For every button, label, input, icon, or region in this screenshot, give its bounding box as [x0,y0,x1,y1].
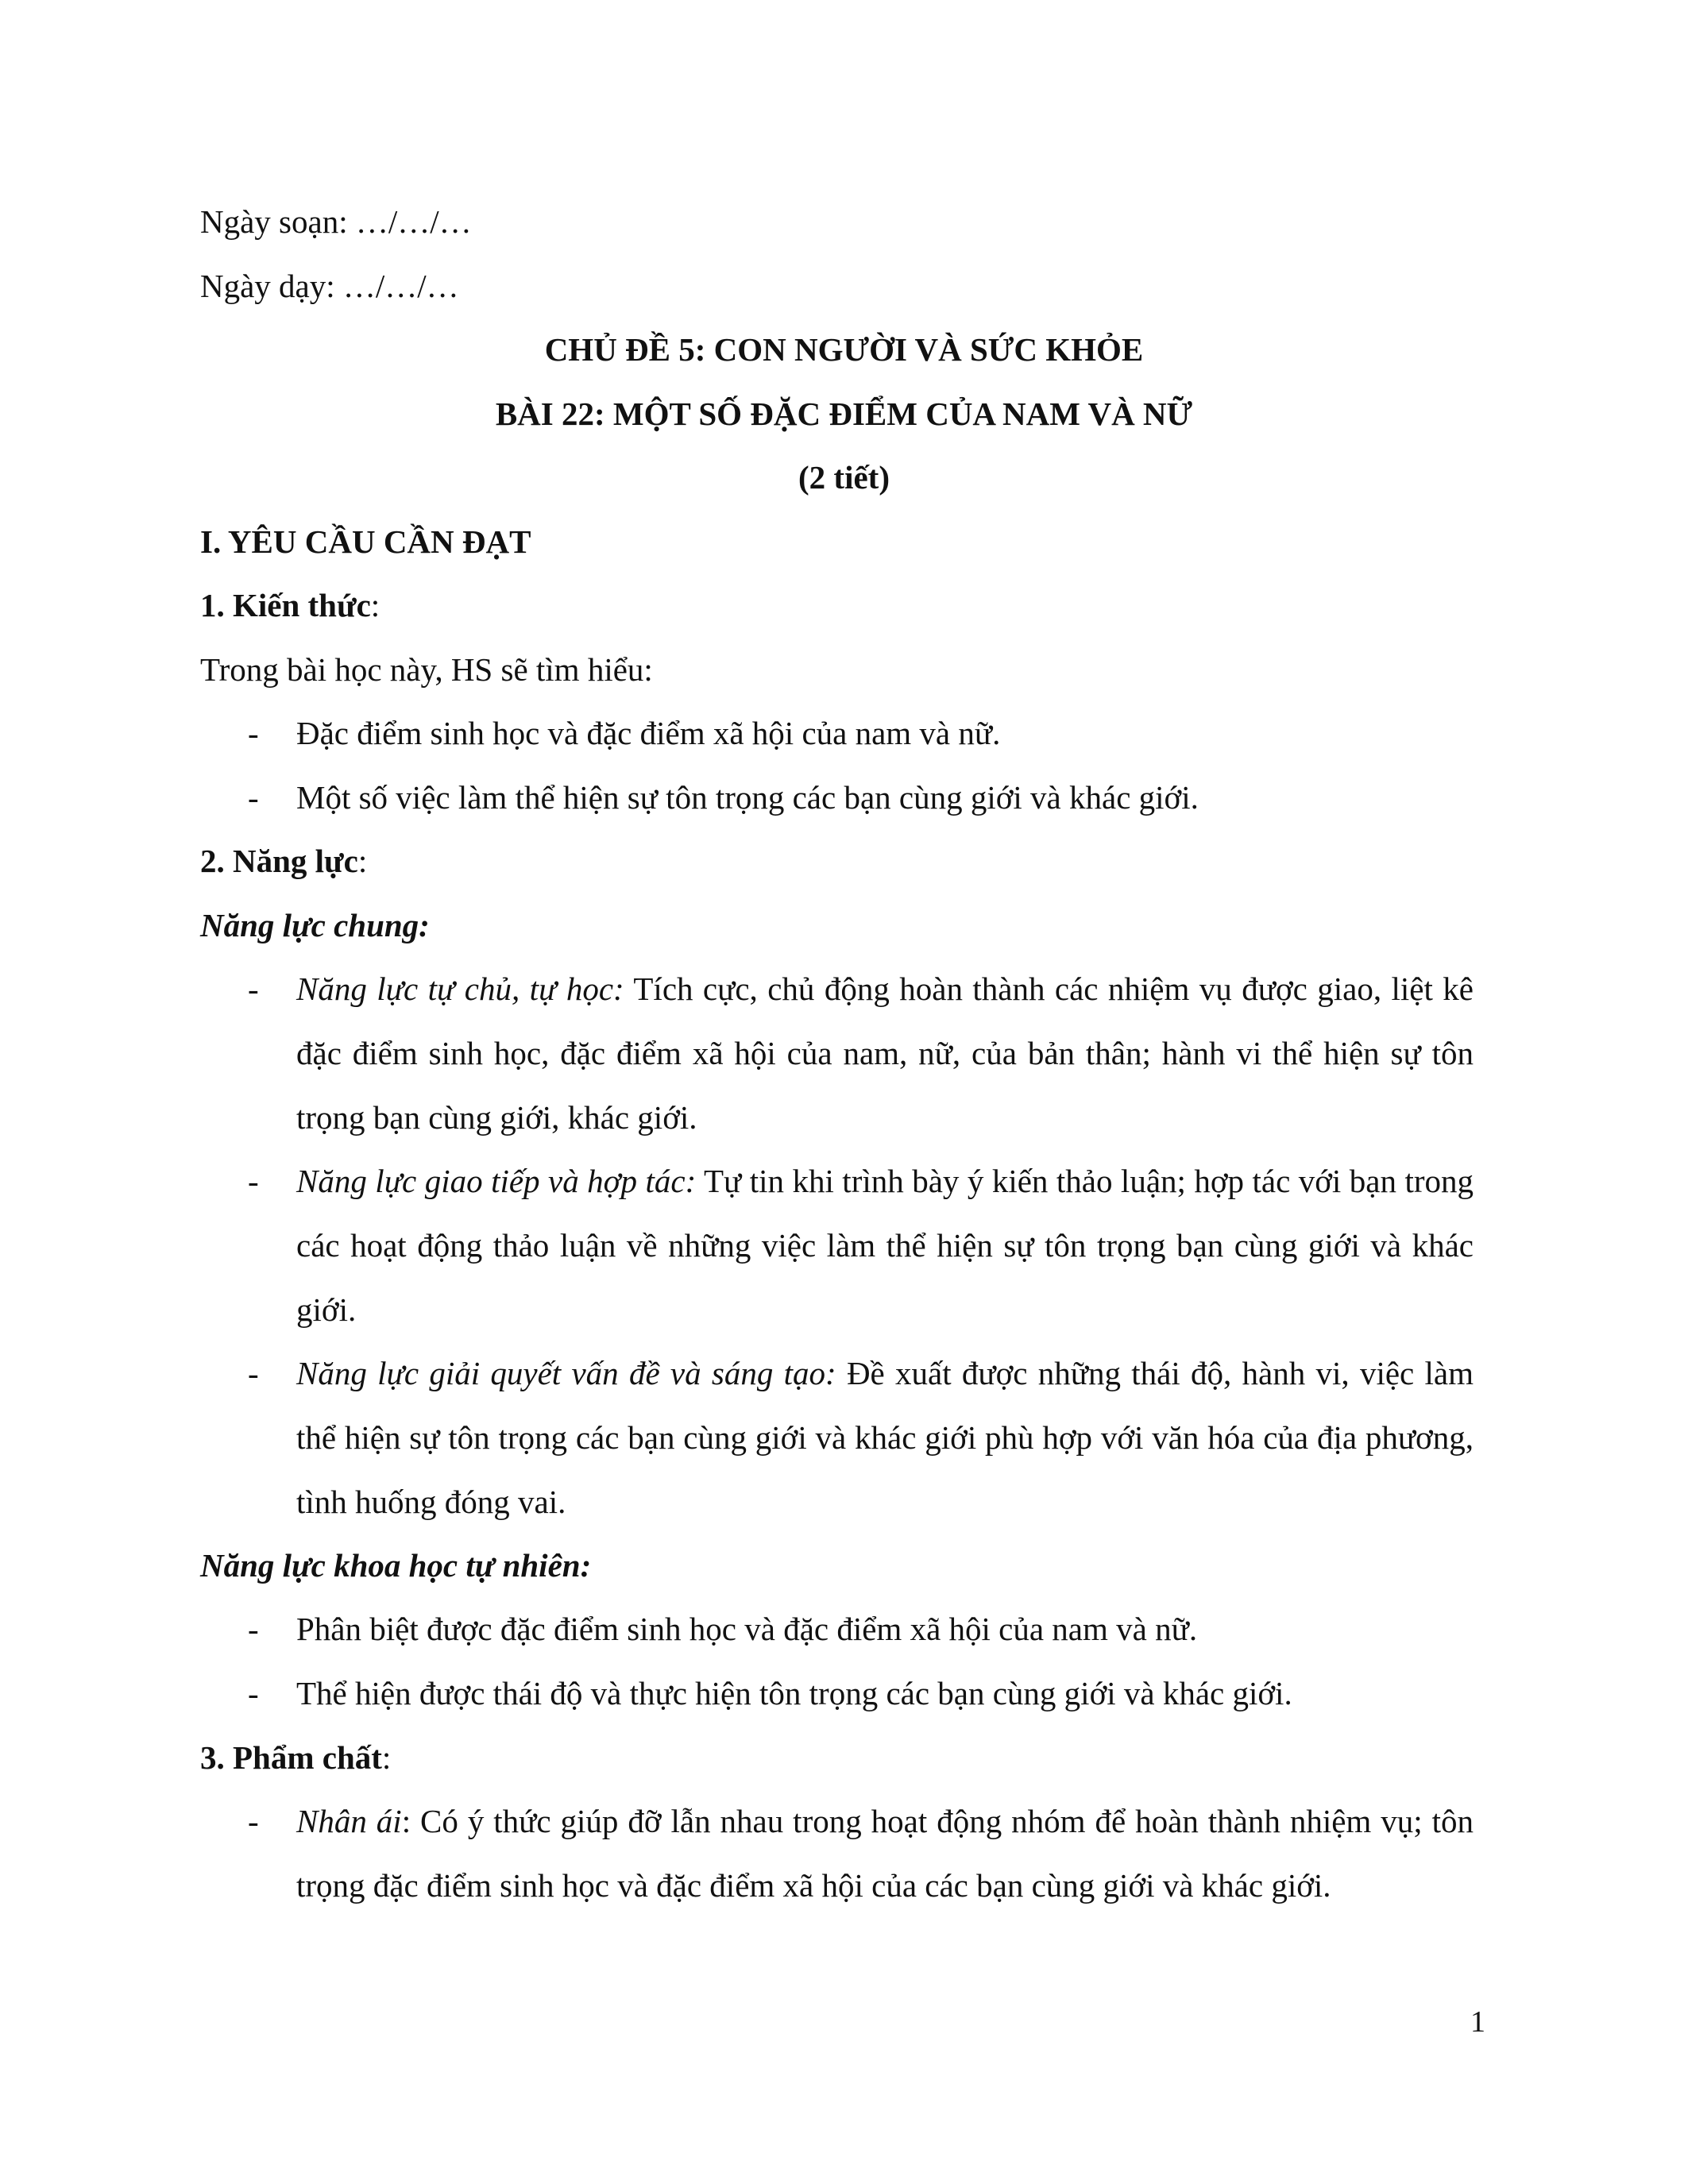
item-text: Đề xuất được những thái độ, hành vi, việc làm thể hiện sự tôn trọng các bạn cùng giới và khác giới phù hợp với văn hóa của địa phương, tình huống đóng vai. [296,1355,1474,1520]
bullet-dash: - [248,1163,259,1199]
item-text: : Có ý thức giúp đỡ lẫn nhau trong hoạt động nhóm để hoàn thành nhiệm vụ; tôn trọng đặc điểm sinh học và đặc điểm xã hội của các bạn cùng giới và khác giới. [296,1803,1474,1904]
item-lead: Năng lực giao tiếp và hợp tác: [296,1163,697,1199]
list-item: Đặc điểm sinh học và đặc điểm xã hội của nam và nữ. [296,715,1001,751]
page-number: 1 [1470,2005,1485,2039]
item-lead: Năng lực giải quyết vấn đề và sáng tạo: [296,1355,836,1391]
nang-luc-chung-heading: Năng lực chung: [200,907,430,943]
subsection-nang-luc [200,842,367,880]
list-item: Một số việc làm thể hiện sự tôn trọng các bạn cùng giới và khác giới. [296,779,1199,816]
ngay-soan: Ngày soạn: …/…/… [200,203,472,240]
subsection-label: 3. Phẩm chất [200,1739,382,1776]
list-item [296,1789,1474,1918]
bullet-dash: - [248,1675,259,1711]
bullet-dash: - [248,1803,259,1839]
item-lead: Nhân ái [296,1803,402,1839]
subsection-label: 1. Kiến thức [200,587,371,623]
list-item [296,957,1474,1150]
lesson-periods: (2 tiết) [798,459,890,496]
list-item: Thể hiện được thái độ và thực hiện tôn trọng các bạn cùng giới và khác giới. [296,1675,1292,1711]
subsection-colon: : [357,843,368,879]
subsection-pham-chat [200,1738,391,1777]
lesson-title: BÀI 22: MỘT SỐ ĐẶC ĐIỂM CỦA NAM VÀ NỮ [495,396,1193,432]
bullet-dash: - [248,1355,259,1391]
ngay-day: Ngày dạy: …/…/… [200,268,459,304]
list-item [296,1341,1474,1534]
bullet-dash: - [248,970,259,1007]
list-item: Phân biệt được đặc điểm sinh học và đặc điểm xã hội của nam và nữ. [296,1611,1198,1647]
subsection-kien-thuc [200,586,380,624]
bullet-dash: - [248,1611,259,1647]
subsection-label: 2. Năng lực [200,843,358,879]
list-item [296,1149,1474,1342]
item-lead: Năng lực tự chủ, tự học: [296,970,624,1007]
section-heading: I. YÊU CẦU CẦN ĐẠT [200,523,531,560]
bullet-dash: - [248,779,259,816]
intro-text: Trong bài học này, HS sẽ tìm hiểu: [200,651,653,688]
nang-luc-khtn-heading: Năng lực khoa học tự nhiên: [200,1547,592,1584]
item-text: Tích cực, chủ động hoàn thành các nhiệm vụ được giao, liệt kê đặc điểm sinh học, đặc điểm xã hội của nam, nữ, của bản thân; hành vi thể hiện sự tôn trọng bạn cùng giới, khác giới. [296,970,1474,1136]
subsection-colon: : [381,1739,392,1776]
item-text: Tự tin khi trình bày ý kiến thảo luận; hợp tác với bạn trong các hoạt động thảo luận về những việc làm thể hiện sự tôn trọng bạn cùng giới và khác giới. [296,1163,1474,1328]
subsection-colon: : [370,587,380,623]
topic-title: CHỦ ĐỀ 5: CON NGƯỜI VÀ SỨC KHỎE [544,331,1144,368]
bullet-dash: - [248,715,259,751]
